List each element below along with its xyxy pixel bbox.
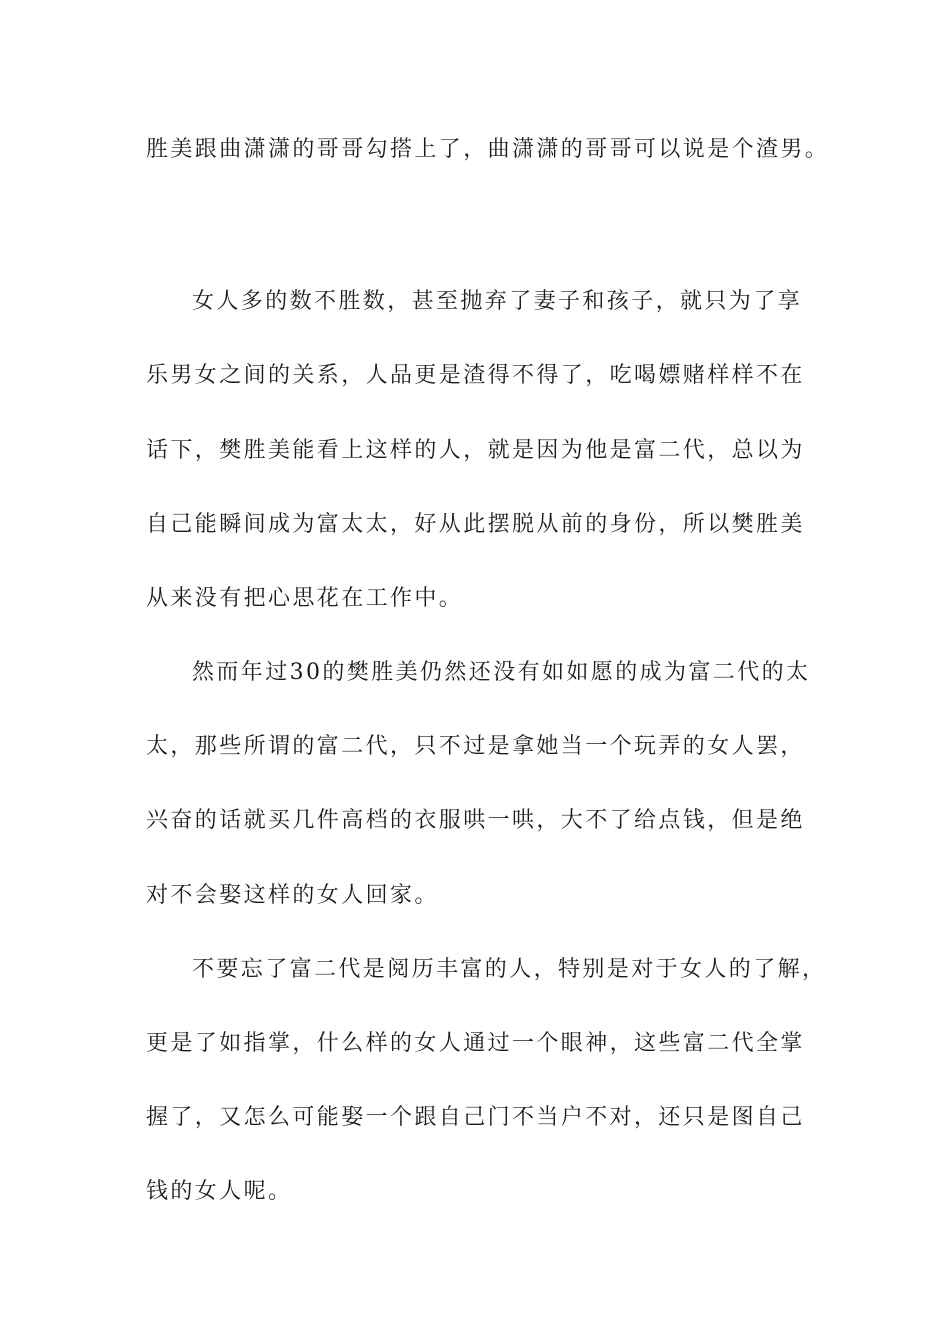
text-line: 太，那些所谓的富二代，只不过是拿她当一个玩弄的女人罢，	[146, 734, 805, 759]
text-line: 钱的女人呢。	[146, 1179, 293, 1204]
paragraph-first-line: 不要忘了富二代是阅历丰富的人，特别是对于女人的了解，	[192, 957, 827, 982]
paragraph-first-line: 女人多的数不胜数，甚至抛弃了妻子和孩子，就只为了享	[192, 289, 803, 314]
paragraph-first-line: 然而年过30的樊胜美仍然还没有如如愿的成为富二代的太	[192, 660, 811, 685]
text-line: 兴奋的话就买几件高档的衣服哄一哄，大不了给点钱，但是绝	[146, 808, 805, 833]
text-line: 自己能瞬间成为富太太，好从此摆脱从前的身份，所以樊胜美	[146, 512, 805, 537]
text-line: 胜美跟曲潇潇的哥哥勾搭上了，曲潇潇的哥哥可以说是个渣男。	[146, 137, 830, 162]
text-line: 话下，樊胜美能看上这样的人，就是因为他是富二代，总以为	[146, 438, 805, 463]
text-line: 握了，又怎么可能娶一个跟自己门不当户不对，还只是图自己	[146, 1105, 805, 1130]
text-line: 更是了如指掌，什么样的女人通过一个眼神，这些富二代全掌	[146, 1031, 805, 1056]
text-line: 对不会娶这样的女人回家。	[146, 883, 439, 908]
text-line: 乐男女之间的关系，人品更是渣得不得了，吃喝嫖赌样样不在	[146, 363, 805, 388]
text-line: 从来没有把心思花在工作中。	[146, 586, 464, 611]
